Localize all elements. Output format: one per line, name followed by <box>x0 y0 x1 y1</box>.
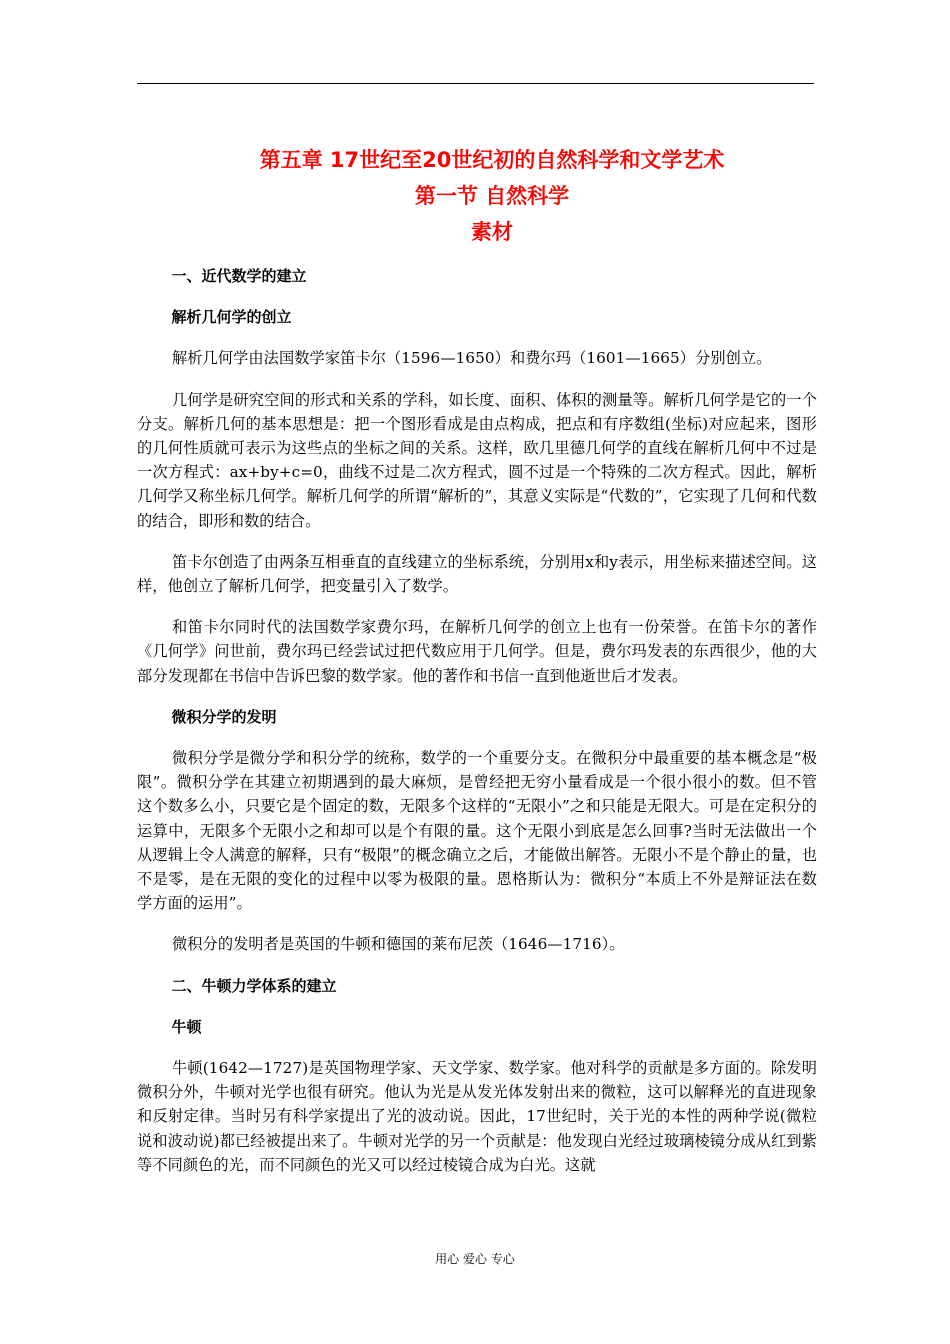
paragraph: 微积分的发明者是英国的牛顿和德国的莱布尼茨（1646—1716）。 <box>171 935 625 954</box>
subheading-calculus: 微积分学的发明 <box>171 707 277 726</box>
paragraph: 牛顿(1642—1727)是英国物理学家、天文学家、数学家。他对科学的贡献是多方面的。除发明微积分外，牛顿对光学也很有研究。他认为光是从发光体发射出来的微粒，这可以解释光的直进现象和反射定律。当时另有科学家提出了光的波动说。因此，17世纪时，关于光的本性的两种学说(微粒说和波动说)都已经被提出来了。牛顿对光学的另一个贡献是：他发现白光经过玻璃棱镜分成从红到紫等不同颜色的光，而不同颜色的光又可以经过棱镜合成为白光。这就 <box>137 1059 817 1174</box>
paragraph: 笛卡尔创造了由两条互相垂直的直线建立的坐标系统，分别用x和y表示，用坐标来描述空间。这样，他创立了解析几何学，把变量引入了数学。 <box>137 552 817 596</box>
title-block <box>137 142 847 250</box>
paragraph: 解析几何学由法国数学家笛卡尔（1596—1650）和费尔玛（1601—1665）分别创立。 <box>171 349 772 368</box>
header-rule <box>137 83 814 84</box>
heading-newtonian-mechanics: 二、牛顿力学体系的建立 <box>171 976 337 995</box>
page-footer: 用心 爱心 专心 <box>435 1252 515 1266</box>
section-title: 第一节 自然科学 <box>414 184 570 208</box>
subheading-newton: 牛顿 <box>171 1017 202 1036</box>
paragraph: 几何学是研究空间的形式和关系的学科，如长度、面积、体积的测量等。解析几何学是它的一个分支。解析几何的基本思想是：把一个图形看成是由点构成，把点和有序数组(坐标)对应起来，图形的几何性质就可表示为这些点的坐标之间的关系。这样，欧几里德几何学的直线在解析几何中不过是一次方程式：ax+by+c=0，曲线不过是二次方程式，圆不过是一个特殊的二次方程式。因此，解析几何学又称坐标几何学。解析几何学的所谓“解析的”，其意义实际是“代数的”，它实现了几何和代数的结合，即形和数的结合。 <box>137 390 817 530</box>
subheading-analytic-geometry: 解析几何学的创立 <box>171 308 292 327</box>
chapter-title: 第五章 17世纪至20世纪初的自然科学和文学艺术 <box>259 148 725 172</box>
document-body <box>137 264 817 1194</box>
paragraph: 微积分学是微分学和积分学的统称，数学的一个重要分支。在微积分中最重要的基本概念是“极限”。微积分学在其建立初期遇到的最大麻烦，是曾经把无穷小量看成是一个很小很小的数。但不管这个数多么小，只要它是个固定的数，无限多个这样的“无限小”之和只能是无限大。可是在定积分的运算中，无限多个无限小之和却可以是个有限的量。这个无限小到底是怎么回事?当时无法做出一个从逻辑上令人满意的解释，只有“极限”的概念确立之后，才能做出解答。无限小不是个静止的量，也不是零，是在无限的变化的过程中以零为极限的量。恩格斯认为：微积分“本质上不外是辩证法在数学方面的运用”。 <box>137 749 817 913</box>
heading-modern-math: 一、近代数学的建立 <box>171 267 307 285</box>
paragraph: 和笛卡尔同时代的法国数学家费尔玛，在解析几何学的创立上也有一份荣誉。在笛卡尔的著作《几何学》问世前，费尔玛已经尝试过把代数应用于几何学。但是，费尔玛发表的东西很少，他的大部分发现都在书信中告诉巴黎的数学家。他的著作和书信一直到他逝世后才发表。 <box>137 618 817 685</box>
subtitle: 素材 <box>471 220 513 244</box>
